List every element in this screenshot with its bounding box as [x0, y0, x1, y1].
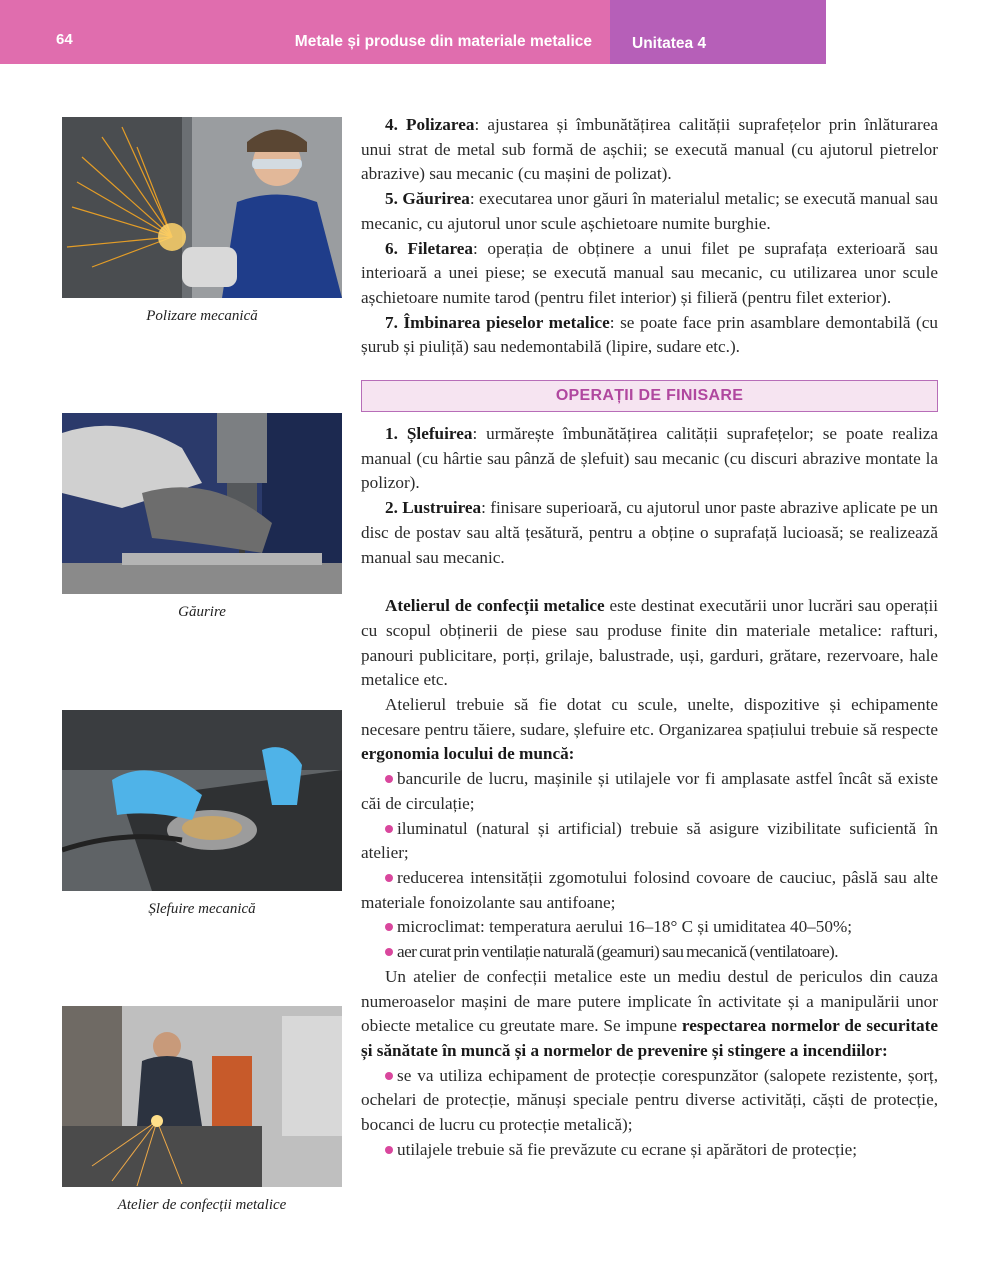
bullet-icon — [385, 948, 393, 956]
figure-workshop — [62, 1006, 342, 1214]
workshop-safety: Un atelier de confecții metalice este un mediu destul de periculos din cauza numeroaselor mașini de mare putere implicate în activitate și a manipulării unor obiecte metalice cu greutate mare. Se impune respectarea normelor de securitate și sănătate în muncă și a normelor de prevenire și stingere a incendiilor: — [361, 966, 938, 1060]
section-heading-box — [361, 380, 938, 412]
term: respectarea normelor de securitate și sănătate în muncă și a normelor de prevenire și stingere a incendiilor: — [361, 1016, 938, 1060]
term: Atelierul de confecții metalice — [385, 596, 605, 616]
term: ergonomia locului de muncă: — [361, 744, 575, 764]
photo-polishing — [62, 117, 342, 298]
bullet-icon — [385, 775, 393, 783]
ergonomics-item: microclimat: temperatura aerului 16–18° C și umiditatea 40–50%; — [361, 915, 938, 940]
figure-caption: Atelier de confecții metalice — [117, 1197, 287, 1213]
photo-drilling — [62, 413, 342, 594]
safety-rule: utilajele trebuie să fie prevăzute cu ecrane și apărători de protecție; — [361, 1138, 938, 1163]
main-text — [361, 113, 938, 1162]
page-header — [0, 0, 826, 64]
ergonomics-item: reducerea intensității zgomotului folosind covoare de cauciuc, pâslă sau alte materiale fonoizolante sau antifoane; — [361, 867, 938, 912]
figure-sanding — [62, 710, 342, 918]
term: Lustruirea — [402, 498, 482, 518]
photo-workshop — [62, 1006, 342, 1187]
ergonomics-item: aer curat prin ventilație naturală (geamuri) sau mecanică (ventilatoare). — [361, 940, 938, 965]
term: Găurirea — [402, 189, 470, 209]
term: Polizarea — [406, 115, 475, 134]
term: Șlefuirea — [406, 424, 473, 444]
operation-item: 4. Polizarea: ajustarea și îmbunătățirea calității suprafețelor prin înlăturarea unui strat de metal sub formă de așchii; se execută manual (cu ajutorul pietrelor abrazive) sau mecanic (cu mașini de polizat). — [361, 115, 938, 184]
figure-drilling — [62, 413, 342, 621]
term: Filetarea — [407, 238, 474, 258]
figure-caption: Șlefuire mecanică — [148, 901, 256, 917]
term: Îmbinarea pieselor metalice — [403, 312, 610, 332]
finishing-item: 1. Șlefuirea: urmărește îmbunătățirea calității suprafețelor; se poate realiza manual (cu hârtie sau pânză de șlefuit) sau mecanic (cu discuri abrazive montate la polizor). — [361, 424, 938, 493]
bullet-icon — [385, 825, 393, 833]
bullet-icon — [385, 1072, 393, 1080]
photo-sanding — [62, 710, 342, 891]
section-title: OPERAȚII DE FINISARE — [555, 386, 744, 404]
bullet-icon — [385, 874, 393, 882]
page-number: 64 — [56, 31, 73, 48]
unit-label: Unitatea 4 — [632, 35, 707, 52]
workshop-intro: Atelierul de confecții metalice este destinat executării unor lucrări sau operații cu scopul obținerii de piese sau produse finite din materiale metalice: rafturi, panouri publicitare, porți, grilaje, balustrade, uși, garduri, grătare, rezervoare, hale metalice etc. — [361, 596, 938, 690]
operation-item: 6. Filetarea: operația de obținere a unui filet pe suprafața exterioară sau interioară a unei piese; se execută manual sau mecanic, cu utilizarea unor scule așchietoare numite tarod (pentru filet interior) și filieră (pentru filet exterior). — [361, 238, 939, 307]
header-right-band — [610, 0, 826, 64]
safety-rule: se va utiliza echipament de protecție corespunzător (salopete rezistente, șorț, ochelari de protecție, mănuși speciale pentru diverse activități, căști de protecție, bocanci de lucru cu protecție metalică); — [361, 1065, 938, 1135]
ergonomics-item: iluminatul (natural și artificial) trebuie să asigure vizibilitate suficientă în atelier; — [361, 818, 938, 863]
workshop-equipment: Atelierul trebuie să fie dotat cu scule, unelte, dispozitive și echipamente necesare pentru tăiere, sudare, șlefuire etc. Organizarea spațiului trebuie să respecte ergonomia locului de muncă: — [361, 695, 938, 764]
bullet-icon — [385, 1146, 393, 1154]
figure-caption: Găurire — [178, 604, 226, 620]
bullet-icon — [385, 923, 393, 931]
chapter-title: Metale și produse din materiale metalice — [294, 33, 592, 50]
header-left-band — [0, 0, 610, 64]
figure-caption: Polizare mecanică — [146, 308, 258, 324]
figure-polishing — [62, 117, 342, 325]
ergonomics-item: bancurile de lucru, mașinile și utilajele vor fi amplasate astfel încât să existe căi de circulație; — [361, 769, 938, 813]
finishing-item: 2. Lustruirea: finisare superioară, cu ajutorul unor paste abrazive aplicate pe un disc de postav sau altă țesătură, pentru a obține o suprafață lucioasă; se realizează manual sau mecanic. — [361, 498, 939, 567]
operation-item: 7. Îmbinarea pieselor metalice: se poate face prin asamblare demontabilă (cu șurub și piuliță) sau nedemontabilă (lipire, sudare etc.). — [361, 312, 938, 357]
operation-item: 5. Găurirea: executarea unor găuri în materialul metalic; se execută manual sau mecanic, cu ajutorul unor scule așchietoare numite burghie. — [361, 189, 939, 233]
